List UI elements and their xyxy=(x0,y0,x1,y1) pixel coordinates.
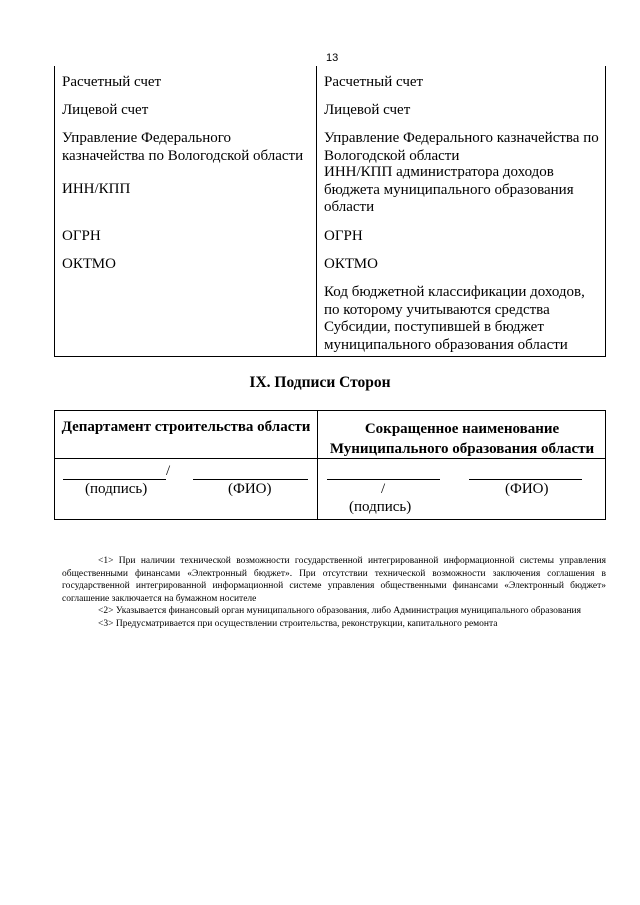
right-personal-account: Лицевой счет xyxy=(324,102,411,118)
left-name-line xyxy=(193,479,308,480)
page-number: 13 xyxy=(326,52,339,64)
right-settlement-account: Расчетный счет xyxy=(324,74,424,90)
right-name-line xyxy=(469,479,582,480)
right-oktmo: ОКТМО xyxy=(324,256,378,272)
left-ogrn: ОГРН xyxy=(62,228,101,244)
right-treasury: Управление Федерального казначейства по Вологодской области xyxy=(324,130,599,164)
footnote-2: <2> Указывается финансовый орган муниципального образования, либо Администрация муниципального образования xyxy=(98,606,581,617)
right-party-header-line1: Сокращенное наименование xyxy=(364,421,560,437)
left-name-label: (ФИО) xyxy=(228,481,272,497)
section-title: IX. Подписи Сторон xyxy=(249,374,391,391)
table-border-left xyxy=(54,66,55,356)
right-slash: / xyxy=(381,481,386,497)
table-border-middle xyxy=(316,66,317,356)
left-slash: / xyxy=(166,463,171,479)
left-signature-label: (подпись) xyxy=(85,481,148,497)
left-signature-line xyxy=(63,479,166,480)
requisites-table xyxy=(54,66,606,357)
footnote-1: <1> При наличии технической возможности государственной интегрированной информационной системы управления общественными финансами «Электронный бюджет». При отсутствии технической возможности заключения соглашения в государственной интегрированной информационной системе управления общественными финансами «Электронный бюджет» соглашение заключается на бумажном носителе xyxy=(62,556,606,604)
right-inn-kpp: ИНН/КПП администратора доходов бюджета муниципального образования области xyxy=(324,164,574,215)
signatures-table xyxy=(54,410,606,520)
left-oktmo: ОКТМО xyxy=(62,256,116,272)
left-settlement-account: Расчетный счет xyxy=(62,74,162,90)
left-treasury: Управление Федерального казначейства по Вологодской области xyxy=(62,130,304,164)
right-party-header-line2: Муниципального образования области xyxy=(329,441,595,457)
right-signature-label: (подпись) xyxy=(349,499,412,515)
left-party-header: Департамент строительства области xyxy=(61,419,311,435)
right-ogrn: ОГРН xyxy=(324,228,363,244)
footnotes xyxy=(62,555,606,631)
right-budget-classification-code: Код бюджетной классификации доходов, по которому учитываются средства Субсидии, поступившей в бюджет муниципального образования области xyxy=(324,284,585,353)
left-personal-account: Лицевой счет xyxy=(62,102,149,118)
table-border-right xyxy=(605,66,606,356)
left-inn-kpp: ИНН/КПП xyxy=(62,181,131,197)
right-signature-line xyxy=(327,479,440,480)
right-name-label: (ФИО) xyxy=(505,481,549,497)
right-party-header xyxy=(318,419,606,459)
footnote-3: <3> Предусматривается при осуществлении строительства, реконструкции, капитального ремонта xyxy=(98,618,498,629)
